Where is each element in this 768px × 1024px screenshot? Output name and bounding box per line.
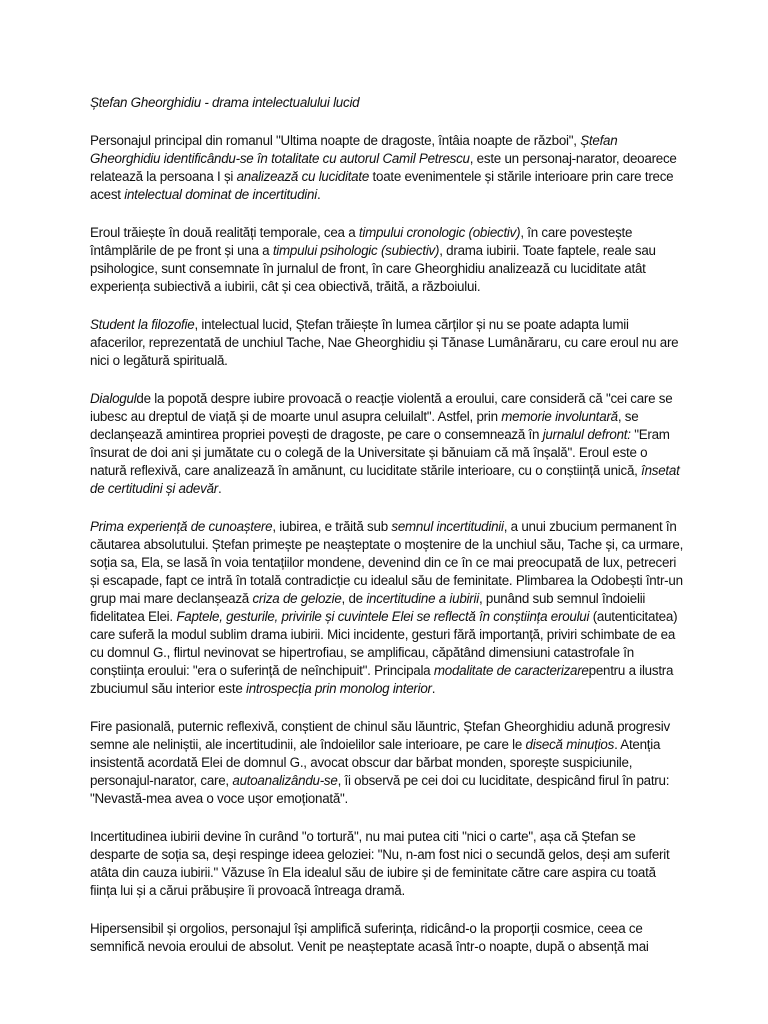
italic-text-run: Prima experiență de cunoaștere <box>90 519 273 534</box>
text-run: , drama iubirii. Toate faptele, reale sau psihologice, sunt consemnate în jurnalul de front, în care Gheorghidiu analizează cu luciditate atât experiența subiectivă a iubirii, cât și cea obiectivă, trăită, a războiului. <box>90 243 656 294</box>
paragraph-list <box>90 132 686 956</box>
italic-text-run: Dialogul <box>90 391 137 406</box>
italic-text-run: introspecția prin monolog interior <box>246 681 432 696</box>
paragraph <box>90 316 686 370</box>
italic-text-run: Student la filozofie <box>90 317 195 332</box>
italic-text-run: semnul incertitudinii <box>391 519 504 534</box>
italic-text-run: autoanalizându-se <box>232 773 338 788</box>
paragraph <box>90 518 686 698</box>
paragraph <box>90 828 686 900</box>
italic-text-run: intelectual dominat de incertitudini <box>124 187 317 202</box>
text-run: , intelectual lucid, Ștefan trăiește în lumea cărților și nu se poate adapta lumii afacerilor, reprezentată de unchiul Tache, Nae Gheorghidiu și Tănase Lumânăraru, cu care eroul nu are nici o legătură spirituală. <box>90 317 679 368</box>
italic-text-run: însetat de certitudini și adevăr <box>90 463 680 496</box>
text-run: Hipersensibil și orgolios, personajul își amplifică suferința, ridicând-o la proporții cosmice, ceea ce semnifică nevoia eroului de absolut. Venit pe neașteptate acasă într-o noapte, după o absență mai <box>90 921 649 954</box>
italic-text-run: memorie involuntară <box>501 409 618 424</box>
italic-text-run: timpului psihologic (subiectiv) <box>272 243 440 258</box>
text-run: , de <box>341 591 367 606</box>
italic-text-run: criza de gelozie <box>252 591 342 606</box>
paragraph <box>90 224 686 296</box>
italic-text-run: Faptele, gesturile, privirile și cuvintele Elei se reflectă în conștiința eroului <box>176 609 590 624</box>
text-run: . <box>316 187 321 202</box>
paragraph <box>90 718 686 808</box>
text-run: de la popotă despre iubire provoacă o reacție violentă a eroului, care consideră că "cei care se iubesc au dreptul de viață și de moarte unul asupra celuilalt". Astfel, prin <box>90 391 673 424</box>
italic-text-run: analizează cu luciditate <box>236 169 370 184</box>
document-title: Ștefan Gheorghidiu - drama intelectualului lucid <box>90 95 360 110</box>
text-run: , este un personaj-narator, deoarece relatează la persoana I și <box>90 151 677 184</box>
text-run: . <box>431 681 436 696</box>
text-run: toate evenimentele și stările interioare prin care trece acest <box>90 169 674 202</box>
italic-text-run: timpului cronologic (obiectiv) <box>358 225 521 240</box>
italic-text-run: jurnalul defront: <box>542 427 631 442</box>
text-run: . <box>217 481 222 496</box>
text-run: , a unui zbucium permanent în căutarea absolutului. Ștefan primește pe neașteptate o moștenire de la unchiul său, Tache și, ca urmare, soția sa, Ela, se lasă în voia tentațiilor mondene, devenind din ce în ce mai preocupată de lux, petreceri și escapade, fapt ce intră în totală contradicție cu idealul său de feminitate. Plimbarea la Odobești într-un grup mai mare declanșează <box>90 519 684 606</box>
text-run: Incertitudinea iubirii devine în curând "o tortură", nu mai putea citi "nici o carte", așa că Ștefan se desparte de soția sa, deși respinge ideea geloziei: "Nu, n-am fost nici o secundă gelos, deși am suferit atâta din cauza iubirii." Văzuse în Ela idealul său de iubire și de feminitate către care aspira cu toată ființa lui și a cărui prăbușire îi provoacă întreaga dramă. <box>90 829 670 898</box>
text-run: , iubirea, e trăită sub <box>272 519 392 534</box>
text-run: . Atenția insistentă acordată Elei de domnul G., avocat obscur dar bărbat monden, sporește suspiciunile, personajul-narator, care, <box>90 737 661 788</box>
text-run: Personajul principal din romanul "Ultima noapte de dragoste, întâia noapte de război", <box>90 133 581 148</box>
text-run: , în care povestește întâmplările de pe front și una a <box>90 225 633 258</box>
italic-text-run: incertitudine a iubirii <box>366 591 479 606</box>
italic-text-run: disecă minuțios <box>525 737 615 752</box>
text-run: pentru a ilustra zbuciumul său interior este <box>90 663 674 696</box>
italic-text-run: modalitate de caracterizare <box>433 663 589 678</box>
text-run: , se declanșează amintirea propriei povești de dragoste, pe care o consemnează în <box>90 409 639 442</box>
text-run: , punând sub semnul îndoielii fidelitatea Elei. <box>90 591 646 624</box>
text-run: (autenticitatea) care suferă la modul sublim drama iubirii. Mici incidente, gesturi fără importanță, priviri schimbate de ea cu domnul G., flirtul nevinovat se hipertrofiau, se amplificau, căpătând dimensiuni catastrofale în conștiința eroului: "era o suferință de neînchipuit". Principala <box>90 609 678 678</box>
paragraph <box>90 390 686 498</box>
paragraph <box>90 132 686 204</box>
italic-text-run: Ștefan Gheorghidiu identificându-se în totalitate cu autorul Camil Petrescu <box>90 133 618 166</box>
paragraph <box>90 920 686 956</box>
text-run: , îi observă pe cei doi cu luciditate, despicând firul în patru: "Nevastă-mea avea o voce ușor emoționată". <box>90 773 670 806</box>
text-run: Fire pasională, puternic reflexivă, conștient de chinul său lăuntric, Ștefan Gheorghidiu adună progresiv semne ale neliniștii, ale incertitudinii, ale îndoielilor sale interioare, pe care le <box>90 719 670 752</box>
document-body <box>90 94 686 976</box>
text-run: "Eram însurat de doi ani și jumătate cu o colegă de la Universitate și bănuiam că mă înșală". Eroul este o natură reflexivă, care analizează în amănunt, cu luciditate stările interioare, cu o conștiință unică, <box>90 427 670 478</box>
text-run: Eroul trăiește în două realități temporale, cea a <box>90 225 359 240</box>
